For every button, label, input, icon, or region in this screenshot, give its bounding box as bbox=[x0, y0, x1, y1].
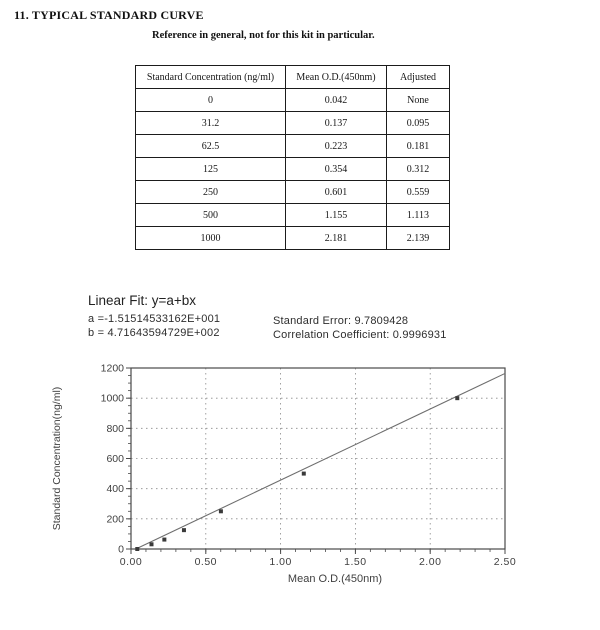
cell-concentration: 31.2 bbox=[136, 112, 286, 135]
cell-concentration: 62.5 bbox=[136, 135, 286, 158]
x-tick-label: 1.50 bbox=[344, 556, 367, 568]
header-standard-concentration: Standard Concentration (ng/ml) bbox=[136, 66, 286, 89]
y-tick-label: 400 bbox=[106, 483, 124, 496]
cell-mean-od: 0.354 bbox=[286, 158, 387, 181]
y-tick-label: 600 bbox=[106, 453, 124, 465]
standard-curve-chart bbox=[0, 352, 600, 610]
cell-concentration: 250 bbox=[136, 181, 286, 204]
data-point-marker bbox=[182, 528, 186, 532]
cell-concentration: 125 bbox=[136, 158, 286, 181]
data-point-marker bbox=[162, 538, 166, 542]
header-adjusted: Adjusted bbox=[387, 66, 450, 89]
data-point-marker bbox=[219, 509, 223, 513]
cell-mean-od: 0.223 bbox=[286, 135, 387, 158]
table-header-row bbox=[136, 66, 450, 89]
table-row bbox=[136, 89, 450, 112]
cell-mean-od: 0.042 bbox=[286, 89, 387, 112]
cell-mean-od: 2.181 bbox=[286, 227, 387, 250]
table-row bbox=[136, 135, 450, 158]
linear-fit-block bbox=[88, 293, 220, 340]
header-mean-od: Mean O.D.(450nm) bbox=[286, 66, 387, 89]
cell-mean-od: 0.601 bbox=[286, 181, 387, 204]
cell-adjusted: None bbox=[387, 89, 450, 112]
x-tick-label: 0.50 bbox=[194, 556, 218, 568]
data-point-marker bbox=[135, 547, 139, 551]
linear-fit-title: Linear Fit: y=a+bx bbox=[88, 293, 197, 308]
cell-mean-od: 0.137 bbox=[286, 112, 387, 135]
cell-adjusted: 0.312 bbox=[387, 158, 450, 181]
cell-adjusted: 1.113 bbox=[387, 204, 450, 227]
cell-adjusted: 0.181 bbox=[387, 135, 450, 158]
table-row bbox=[136, 227, 450, 250]
cell-concentration: 1000 bbox=[136, 227, 286, 250]
section-title: 11. TYPICAL STANDARD CURVE bbox=[14, 8, 204, 22]
y-tick-label: 0 bbox=[118, 543, 124, 556]
table-row bbox=[136, 158, 450, 181]
table-row bbox=[136, 112, 450, 135]
x-axis-title: Mean O.D.(450nm) bbox=[287, 573, 383, 585]
table-row bbox=[136, 181, 450, 204]
cell-concentration: 0 bbox=[136, 89, 286, 112]
cell-adjusted: 0.095 bbox=[387, 112, 450, 135]
x-tick-label: 0.00 bbox=[119, 556, 143, 568]
data-point-marker bbox=[149, 542, 153, 546]
fit-statistics-block bbox=[273, 314, 447, 342]
y-tick-label: 800 bbox=[106, 422, 124, 435]
cell-adjusted: 2.139 bbox=[387, 227, 450, 250]
standard-curve-table bbox=[135, 65, 450, 250]
x-tick-label: 1.00 bbox=[269, 556, 292, 568]
fit-coefficient-b: b = 4.71643594729E+002 bbox=[88, 327, 220, 339]
kit-reference-note: Reference in general, not for this kit in particular. bbox=[152, 30, 375, 41]
data-point-marker bbox=[455, 396, 459, 400]
y-tick-label: 200 bbox=[106, 513, 124, 526]
standard-curve-plot bbox=[0, 352, 600, 610]
y-tick-label: 1000 bbox=[100, 392, 124, 405]
y-tick-label: 1200 bbox=[100, 362, 124, 375]
x-tick-label: 2.00 bbox=[418, 556, 442, 568]
table-row bbox=[136, 204, 450, 227]
data-point-marker bbox=[302, 472, 306, 476]
cell-concentration: 500 bbox=[136, 204, 286, 227]
correlation-coefficient: Correlation Coefficient: 0.9996931 bbox=[273, 329, 447, 341]
fit-coefficient-a: a =-1.51514533162E+001 bbox=[88, 313, 221, 325]
x-tick-label: 2.50 bbox=[493, 556, 517, 568]
cell-mean-od: 1.155 bbox=[286, 204, 387, 227]
standard-error: Standard Error: 9.7809428 bbox=[273, 315, 409, 327]
y-axis-title: Standard Concentration(ng/ml) bbox=[51, 386, 63, 531]
cell-adjusted: 0.559 bbox=[387, 181, 450, 204]
fit-line bbox=[136, 373, 505, 549]
